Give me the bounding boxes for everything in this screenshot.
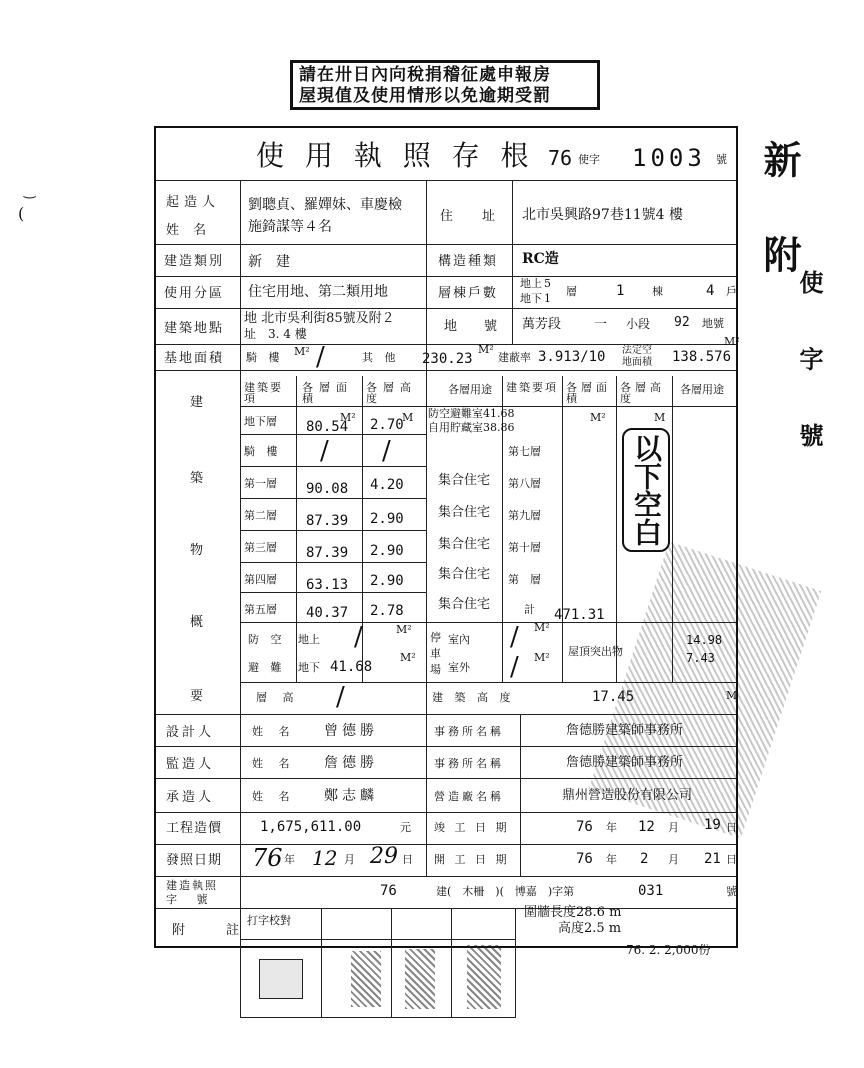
floor-height-empty: / [336,682,345,712]
permit-ref-suffix: 號 [726,885,737,898]
lot-section: 萬芳段 [522,317,562,332]
floor-name-right: 第八層 [508,477,541,490]
floor-height: 2.70 [370,417,404,433]
construction-type: 新 建 [248,254,290,270]
tax-notice-stamp [290,60,600,110]
unit-unit: 戶 [726,285,737,298]
floor-use: 集合住宅 [438,567,491,582]
margin-mark: ( [18,204,25,223]
arcade-label: 騎 樓 [246,351,284,364]
name-label: 姓 名 [252,790,296,803]
site-area-label: 基地面積 [164,351,225,366]
coverage-label: 建蔽率 [498,351,531,364]
cost-value: 1,675,611.00 [260,819,362,835]
issue-ri: 日 [402,853,413,866]
permit-form [154,126,738,948]
lot-label: 地 [444,319,463,334]
start-date-label: 開 工 日 期 [434,853,510,866]
contractor-company: 鼎州營造股份有限公司 [562,788,693,803]
completion-ri: 日 [726,821,737,834]
parking-indoor: 室內 [448,633,470,646]
start-yue: 月 [668,853,679,866]
permit-suffix: 號 [716,153,727,166]
cost-label: 工程造價 [166,821,223,836]
roof-height: 7.43 [686,651,715,665]
side-char: 概 [190,615,209,630]
construction-type-label: 建造類別 [164,254,225,269]
address-label: 住 [440,209,459,224]
above-ground-count: 5 [544,277,551,290]
side-char: 建 [190,395,209,410]
below-ground-count: 1 [544,292,551,305]
floor-use: 集合住宅 [438,537,491,552]
building-unit: 棟 [652,285,663,298]
location-value: 地 北市吳利街85號及附２ [244,311,395,326]
arcade-unit: M² [294,345,310,358]
floor-name-right: 第七層 [508,445,541,458]
floor-name-right: 第十層 [508,541,541,554]
parking-outdoor-empty: / [510,652,519,682]
completion-month: 12 [638,819,655,835]
issue-date-label: 發照日期 [166,853,223,868]
parking-label: 停 [430,631,441,644]
lot-suffix: 地號 [702,317,724,330]
builder-label: 起造人 [166,195,221,210]
floor-area: 87.39 [306,513,349,529]
side-char: 築 [190,471,209,486]
signature-scribble [405,949,435,1009]
name-label: 姓 名 [252,725,296,738]
header-item: 建築要項 [244,381,283,405]
permit-ref-year: 76 [380,883,397,899]
margin-mark: ‿ [24,183,36,199]
floor-height: 2.78 [370,603,404,619]
start-day: 21 [704,851,721,867]
issue-year: 76 [252,844,283,872]
roof-label: 屋頂突出物 [568,645,623,658]
side-text-col2: 使 字 號 [795,270,824,469]
parking-label-2: 車 [430,647,441,660]
seal-square [259,959,303,999]
open-space-area: 138.576 [672,349,732,365]
building-height-label: 建 築 高 度 [432,691,515,704]
name-label: 姓 名 [252,757,296,770]
proofread-label: 打字校對 [247,914,291,927]
structure-label: 構造種類 [438,254,499,269]
lot-one: 一 [594,317,608,332]
signature-scribble [467,945,501,1009]
wall-height: 高度2.5 m [558,921,622,936]
permit-label: 建造執照 [166,879,218,892]
header-area-right: 各層面積 [566,381,611,405]
shelter-unit: M² [396,623,412,636]
arcade-area-empty: / [320,436,329,466]
start-month: 2 [640,851,649,867]
unit-m: M [654,411,666,424]
supervisor-office: 詹德勝建築師事務所 [566,755,684,770]
shelter-below: 地下 [298,661,320,674]
lot-sub: 小段 [626,317,651,331]
floor-name: 地下層 [244,415,277,428]
header-height-right: 各層高度 [620,381,665,405]
floor-name-right: 第 層 [508,573,541,586]
header-height: 各層高度 [366,381,417,405]
other-area: 230.23 [422,351,473,367]
above-ground-label: 地上 [520,277,542,290]
shelter-label-2: 避 難 [248,661,286,674]
unit-m2: M² [340,411,356,424]
parking-label-3: 場 [430,663,441,676]
building-count: 1 [616,283,625,299]
start-ri: 日 [726,853,737,866]
lot-number: 92 [674,315,690,330]
floor-use-2: 自用貯藏室38.86 [428,421,515,434]
zone-label: 使用分區 [164,286,225,301]
open-space-label-2: 地面積 [622,357,652,368]
start-year: 76 [576,851,593,867]
designer-label: 設計人 [166,725,215,740]
roof-area: 14.98 [686,633,723,647]
company-label: 營造廠名稱 [434,790,504,803]
issue-day: 29 [370,844,398,869]
header-item-right: 建築要項 [506,381,558,394]
arcade-empty: / [316,342,325,372]
other-label: 其 他 [362,351,400,364]
floor-area: 40.37 [306,605,349,621]
builder-names: 劉聰貞、羅嬋妹、車慶檢 [248,197,402,213]
address-label-2: 址 [482,209,501,224]
completion-day: 19 [704,817,721,833]
floor-unit: 層 [566,285,577,298]
builder-address: 北市吳興路97巷11號4 樓 [522,207,683,223]
wall-length: 圍牆長度28.6 m [524,905,622,920]
floor-name: 騎 樓 [244,445,282,458]
coverage-ratio: 3.913/10 [538,349,606,365]
floors-count-label: 層棟戶數 [438,286,499,301]
unit-m2: M² [590,411,606,424]
floor-area: 63.13 [306,577,349,593]
below-ground-label: 地下 [520,292,542,305]
permit-label-2: 字 號 [166,893,216,906]
parking-outdoor: 室外 [448,661,470,674]
permit-word: 使字 [578,153,600,166]
lot-label-2: 號 [484,319,503,334]
header-use: 各層用途 [448,383,492,396]
floor-name: 第四層 [244,573,277,586]
building-height-unit: M [726,689,738,702]
permit-ref-number: 031 [638,883,664,899]
designer-name: 曾德勝 [324,723,378,739]
completion-yue: 月 [668,821,679,834]
shelter-label: 防 空 [248,633,286,646]
floor-area: 87.39 [306,545,349,561]
remarks-label: 附 註 [172,923,245,938]
open-space-unit: M² [724,335,740,348]
floor-use: 集合住宅 [438,473,491,488]
contractor-name: 鄭志麟 [324,788,378,804]
tax-notice-line1: 請在卅日內向稅捐稽征處申報房 [299,65,551,85]
floor-name: 第三層 [244,541,277,554]
total-label: 計 [524,603,535,616]
floor-height: 2.90 [370,543,404,559]
office-label: 事務所名稱 [434,757,504,770]
completion-year: 76 [576,819,593,835]
location-value-2: 址 3. 4 樓 [244,327,307,341]
issue-yue: 月 [344,853,355,866]
designer-office: 詹德勝建築師事務所 [566,723,684,738]
builder-name-label: 姓 名 [166,223,212,238]
completion-label: 竣 工 日 期 [434,821,510,834]
shelter-unit: M² [400,651,416,664]
other-unit: M² [478,343,494,356]
signature-scribble [351,951,381,1007]
arcade-height-empty: / [382,436,391,466]
floor-area: 90.08 [306,481,349,497]
side-char: 要 [190,689,209,704]
floor-name-right: 第九層 [508,509,541,522]
floor-use: 防空避難室41.68 [428,407,515,420]
floor-name: 第五層 [244,603,277,616]
floor-height: 2.90 [370,573,404,589]
parking-unit: M² [534,651,550,664]
floor-name: 第二層 [244,509,277,522]
floor-height: 2.90 [370,511,404,527]
unit-count: 4 [706,283,715,299]
building-height: 17.45 [592,689,635,705]
zone-value: 住宅用地、第二類用地 [248,284,388,300]
tax-notice-line2: 屋現值及使用情形以免逾期受罰 [299,86,551,106]
open-space-label: 法定空 [622,345,652,356]
floor-use: 集合住宅 [438,597,491,612]
blank-below-note: 以下空白 [622,428,670,552]
floor-height-label: 層 高 [256,691,300,704]
permit-number: 1003 [632,144,706,172]
form-title: 使 用 執 照 存 根 [256,139,535,172]
location-label: 建築地點 [164,321,225,336]
parking-unit: M² [534,621,550,634]
side-text-col1: 新 附 [757,140,802,296]
builder-names-2: 施錡謀等４名 [248,219,332,235]
floor-area: 80.54 [306,419,349,435]
structure-type: RC造 [522,251,559,267]
header-area: 各層面積 [302,381,353,405]
start-nian: 年 [606,853,617,866]
supervisor-label: 監造人 [166,757,215,772]
header-use-right: 各層用途 [680,383,724,396]
floor-height: 4.20 [370,477,404,493]
approval-seal-box [240,908,516,1018]
unit-m: M [402,411,414,424]
parking-indoor-empty: / [510,622,519,652]
issue-month: 12 [312,846,338,870]
supervisor-name: 詹德勝 [324,755,378,771]
permit-ref-text: 建( 木柵 )( 博嘉 )字第 [436,885,575,898]
contractor-label: 承造人 [166,790,215,805]
shelter-below-area: 41.68 [330,659,373,675]
floor-name: 第一層 [244,477,277,490]
total-area: 471.31 [554,607,605,623]
shelter-above: 地上 [298,633,320,646]
cost-unit: 元 [400,821,411,834]
floor-use: 集合住宅 [438,505,491,520]
completion-nian: 年 [606,821,617,834]
side-char: 物 [190,543,209,558]
issue-nian: 年 [284,853,295,866]
office-label: 事務所名稱 [434,725,504,738]
print-note: 76. 2. 2,000份 [626,943,711,957]
permit-year: 76 [548,146,573,170]
shelter-above-empty: / [354,622,363,652]
